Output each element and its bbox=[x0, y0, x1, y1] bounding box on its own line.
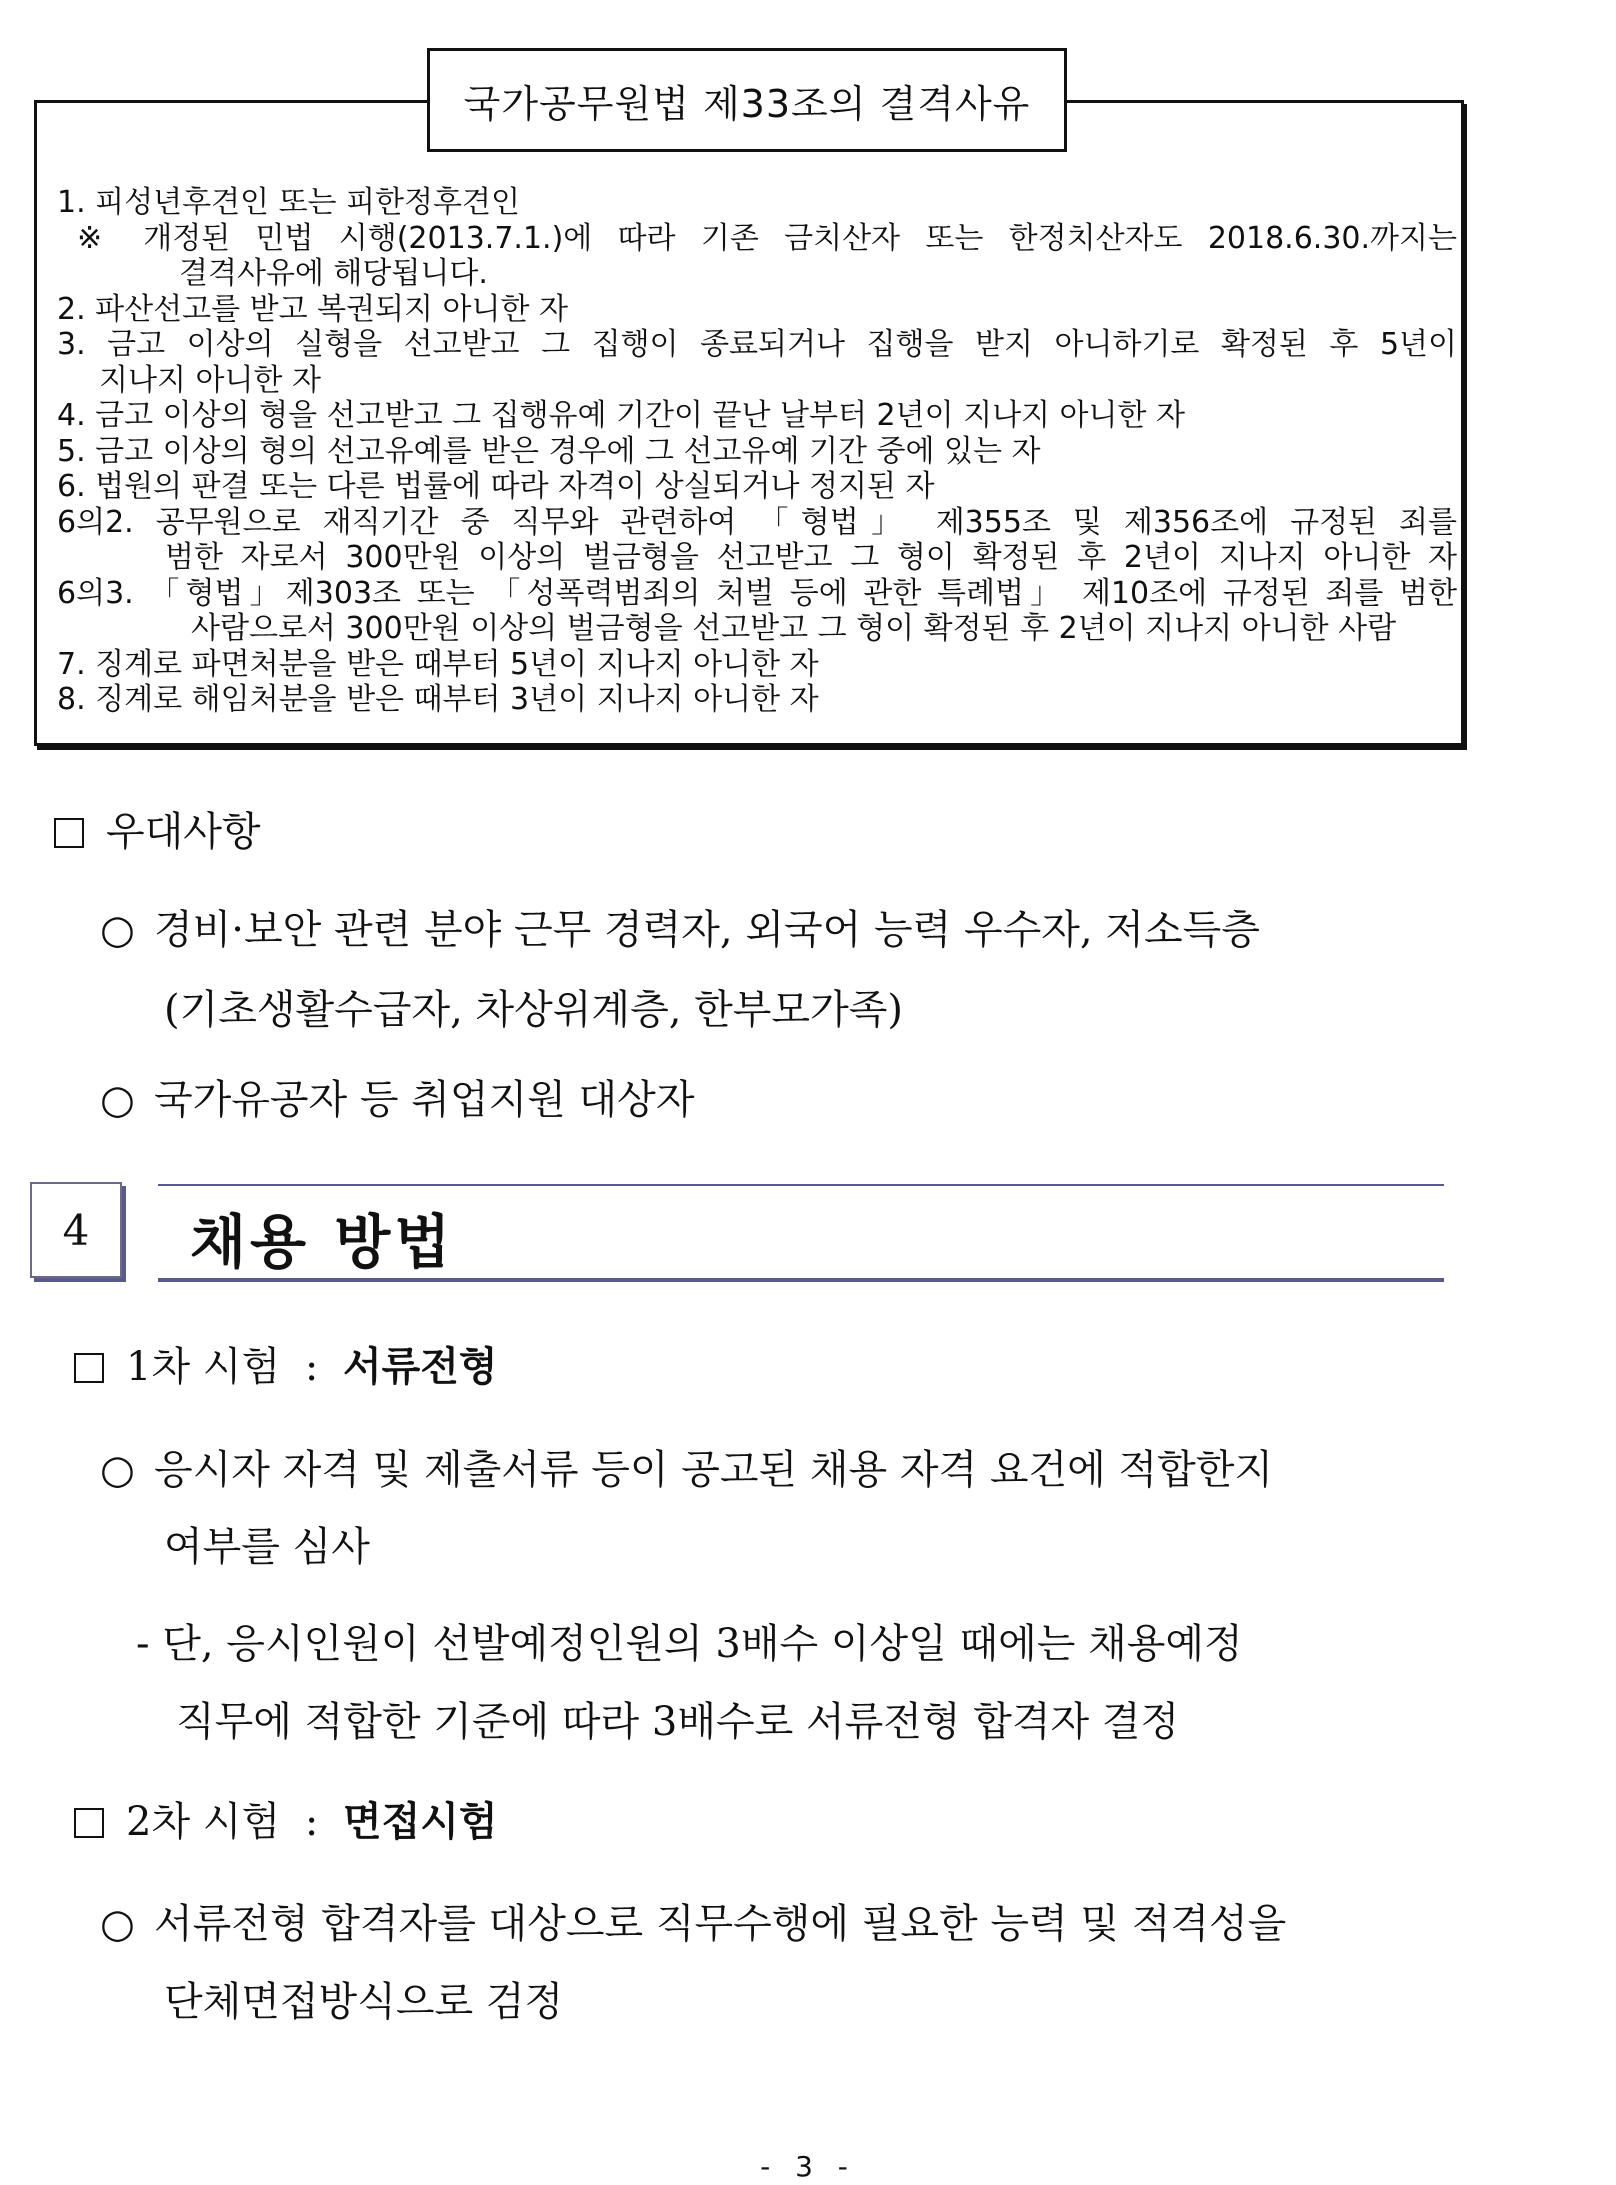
circle-bullet-icon: ○ bbox=[100, 1077, 135, 1123]
preference-item-2: ○ 국가유공자 등 취업지원 대상자 bbox=[100, 1077, 695, 1123]
page-number: - 3 - bbox=[760, 2150, 856, 2183]
list-note-cont: 결격사유에 해당됩니다. bbox=[179, 256, 488, 291]
circle-bullet-icon: ○ bbox=[100, 1901, 135, 1947]
square-bullet-icon bbox=[54, 818, 84, 848]
list-item: 3. 금고 이상의 실형을 선고받고 그 집행이 종료되거나 집행을 받지 아니하기로 확정된 후 5년이 bbox=[57, 327, 1457, 362]
list-item-cont: 지나지 아니한 자 bbox=[99, 362, 321, 398]
exam1-heading bbox=[74, 1335, 498, 1392]
exam2-item-cont: 단체면접방식으로 검정 bbox=[164, 1979, 564, 2025]
exam1-item: ○ 응시자 자격 및 제출서류 등이 공고된 채용 자격 요건에 적합한지 bbox=[100, 1447, 1274, 1493]
list-item: 6의3. 「형법」제303조 또는 「성폭력범죄의 처벌 등에 관한 특례법」 제10조에 규정된 죄를 범한 bbox=[57, 575, 1457, 611]
list-item: 1. 피성년후견인 또는 피한정후견인 bbox=[57, 185, 520, 220]
preference-item-1: ○ 경비·보안 관련 분야 근무 경력자, 외국어 능력 우수자, 저소득층 bbox=[100, 907, 1260, 953]
exam1-colon: : bbox=[304, 1344, 319, 1390]
disqualification-list bbox=[57, 185, 1457, 718]
exam1-item-cont: 여부를 심사 bbox=[164, 1524, 370, 1570]
exam1-label: 1차 시험 bbox=[126, 1344, 281, 1390]
circle-bullet-icon: ○ bbox=[100, 1447, 135, 1493]
disqualification-box bbox=[34, 100, 1464, 746]
exam2-colon: : bbox=[304, 1799, 319, 1845]
list-item-cont: 범한 자로서 300만원 이상의 벌금형을 선고받고 그 형이 확정된 후 2년이 지나지 아니한 자 bbox=[165, 540, 1457, 575]
exam1-subitem: - 단, 응시인원이 선발예정인원의 3배수 이상일 때에는 채용예정 bbox=[136, 1621, 1243, 1667]
list-note: ※ 개정된 민법 시행(2013.7.1.)에 따라 기존 금치산자 또는 한정치산자도 2018.6.30.까지는 bbox=[77, 220, 1457, 256]
square-bullet-icon bbox=[74, 1808, 104, 1838]
list-item: 8. 징계로 해임처분을 받은 때부터 3년이 지나지 아니한 자 bbox=[57, 682, 819, 717]
preference-heading-row bbox=[54, 800, 261, 857]
section-number: 4 bbox=[30, 1182, 122, 1278]
circle-bullet-icon: ○ bbox=[100, 907, 135, 953]
box-title: 국가공무원법 제33조의 결격사유 bbox=[427, 48, 1067, 152]
list-item: 6. 법원의 판결 또는 다른 법률에 따라 자격이 상실되거나 정지된 자 bbox=[57, 469, 935, 504]
preference-item-1-cont: (기초생활수급자, 차상위계층, 한부모가족) bbox=[164, 987, 903, 1033]
exam2-heading bbox=[74, 1790, 498, 1847]
list-item: 7. 징계로 파면처분을 받은 때부터 5년이 지나지 아니한 자 bbox=[57, 646, 819, 682]
preference-heading: 우대사항 bbox=[106, 809, 261, 855]
exam2-type: 면접시험 bbox=[343, 1798, 498, 1845]
section-rule-top bbox=[158, 1184, 1444, 1186]
section-title: 채용 방법 bbox=[190, 1208, 455, 1276]
exam1-type: 서류전형 bbox=[343, 1343, 498, 1390]
list-item-cont: 사람으로서 300만원 이상의 벌금형을 선고받고 그 형이 확정된 후 2년이 지나지 아니한 사람 bbox=[191, 611, 1397, 646]
section-rule-bottom bbox=[158, 1278, 1444, 1282]
list-item: 2. 파산선고를 받고 복권되지 아니한 자 bbox=[57, 291, 569, 327]
list-item: 6의2. 공무원으로 재직기간 중 직무와 관련하여 「형법」 제355조 및 제356조에 규정된 죄를 bbox=[57, 504, 1457, 540]
list-item: 4. 금고 이상의 형을 선고받고 그 집행유예 기간이 끝난 날부터 2년이 지나지 아니한 자 bbox=[57, 398, 1186, 433]
square-bullet-icon bbox=[74, 1353, 104, 1383]
exam1-subitem-cont: 직무에 적합한 기준에 따라 3배수로 서류전형 합격자 결정 bbox=[176, 1699, 1180, 1745]
list-item: 5. 금고 이상의 형의 선고유예를 받은 경우에 그 선고유예 기간 중에 있는 자 bbox=[57, 433, 1041, 469]
exam2-item: ○ 서류전형 합격자를 대상으로 직무수행에 필요한 능력 및 적격성을 bbox=[100, 1901, 1287, 1947]
exam2-label: 2차 시험 bbox=[126, 1799, 281, 1845]
